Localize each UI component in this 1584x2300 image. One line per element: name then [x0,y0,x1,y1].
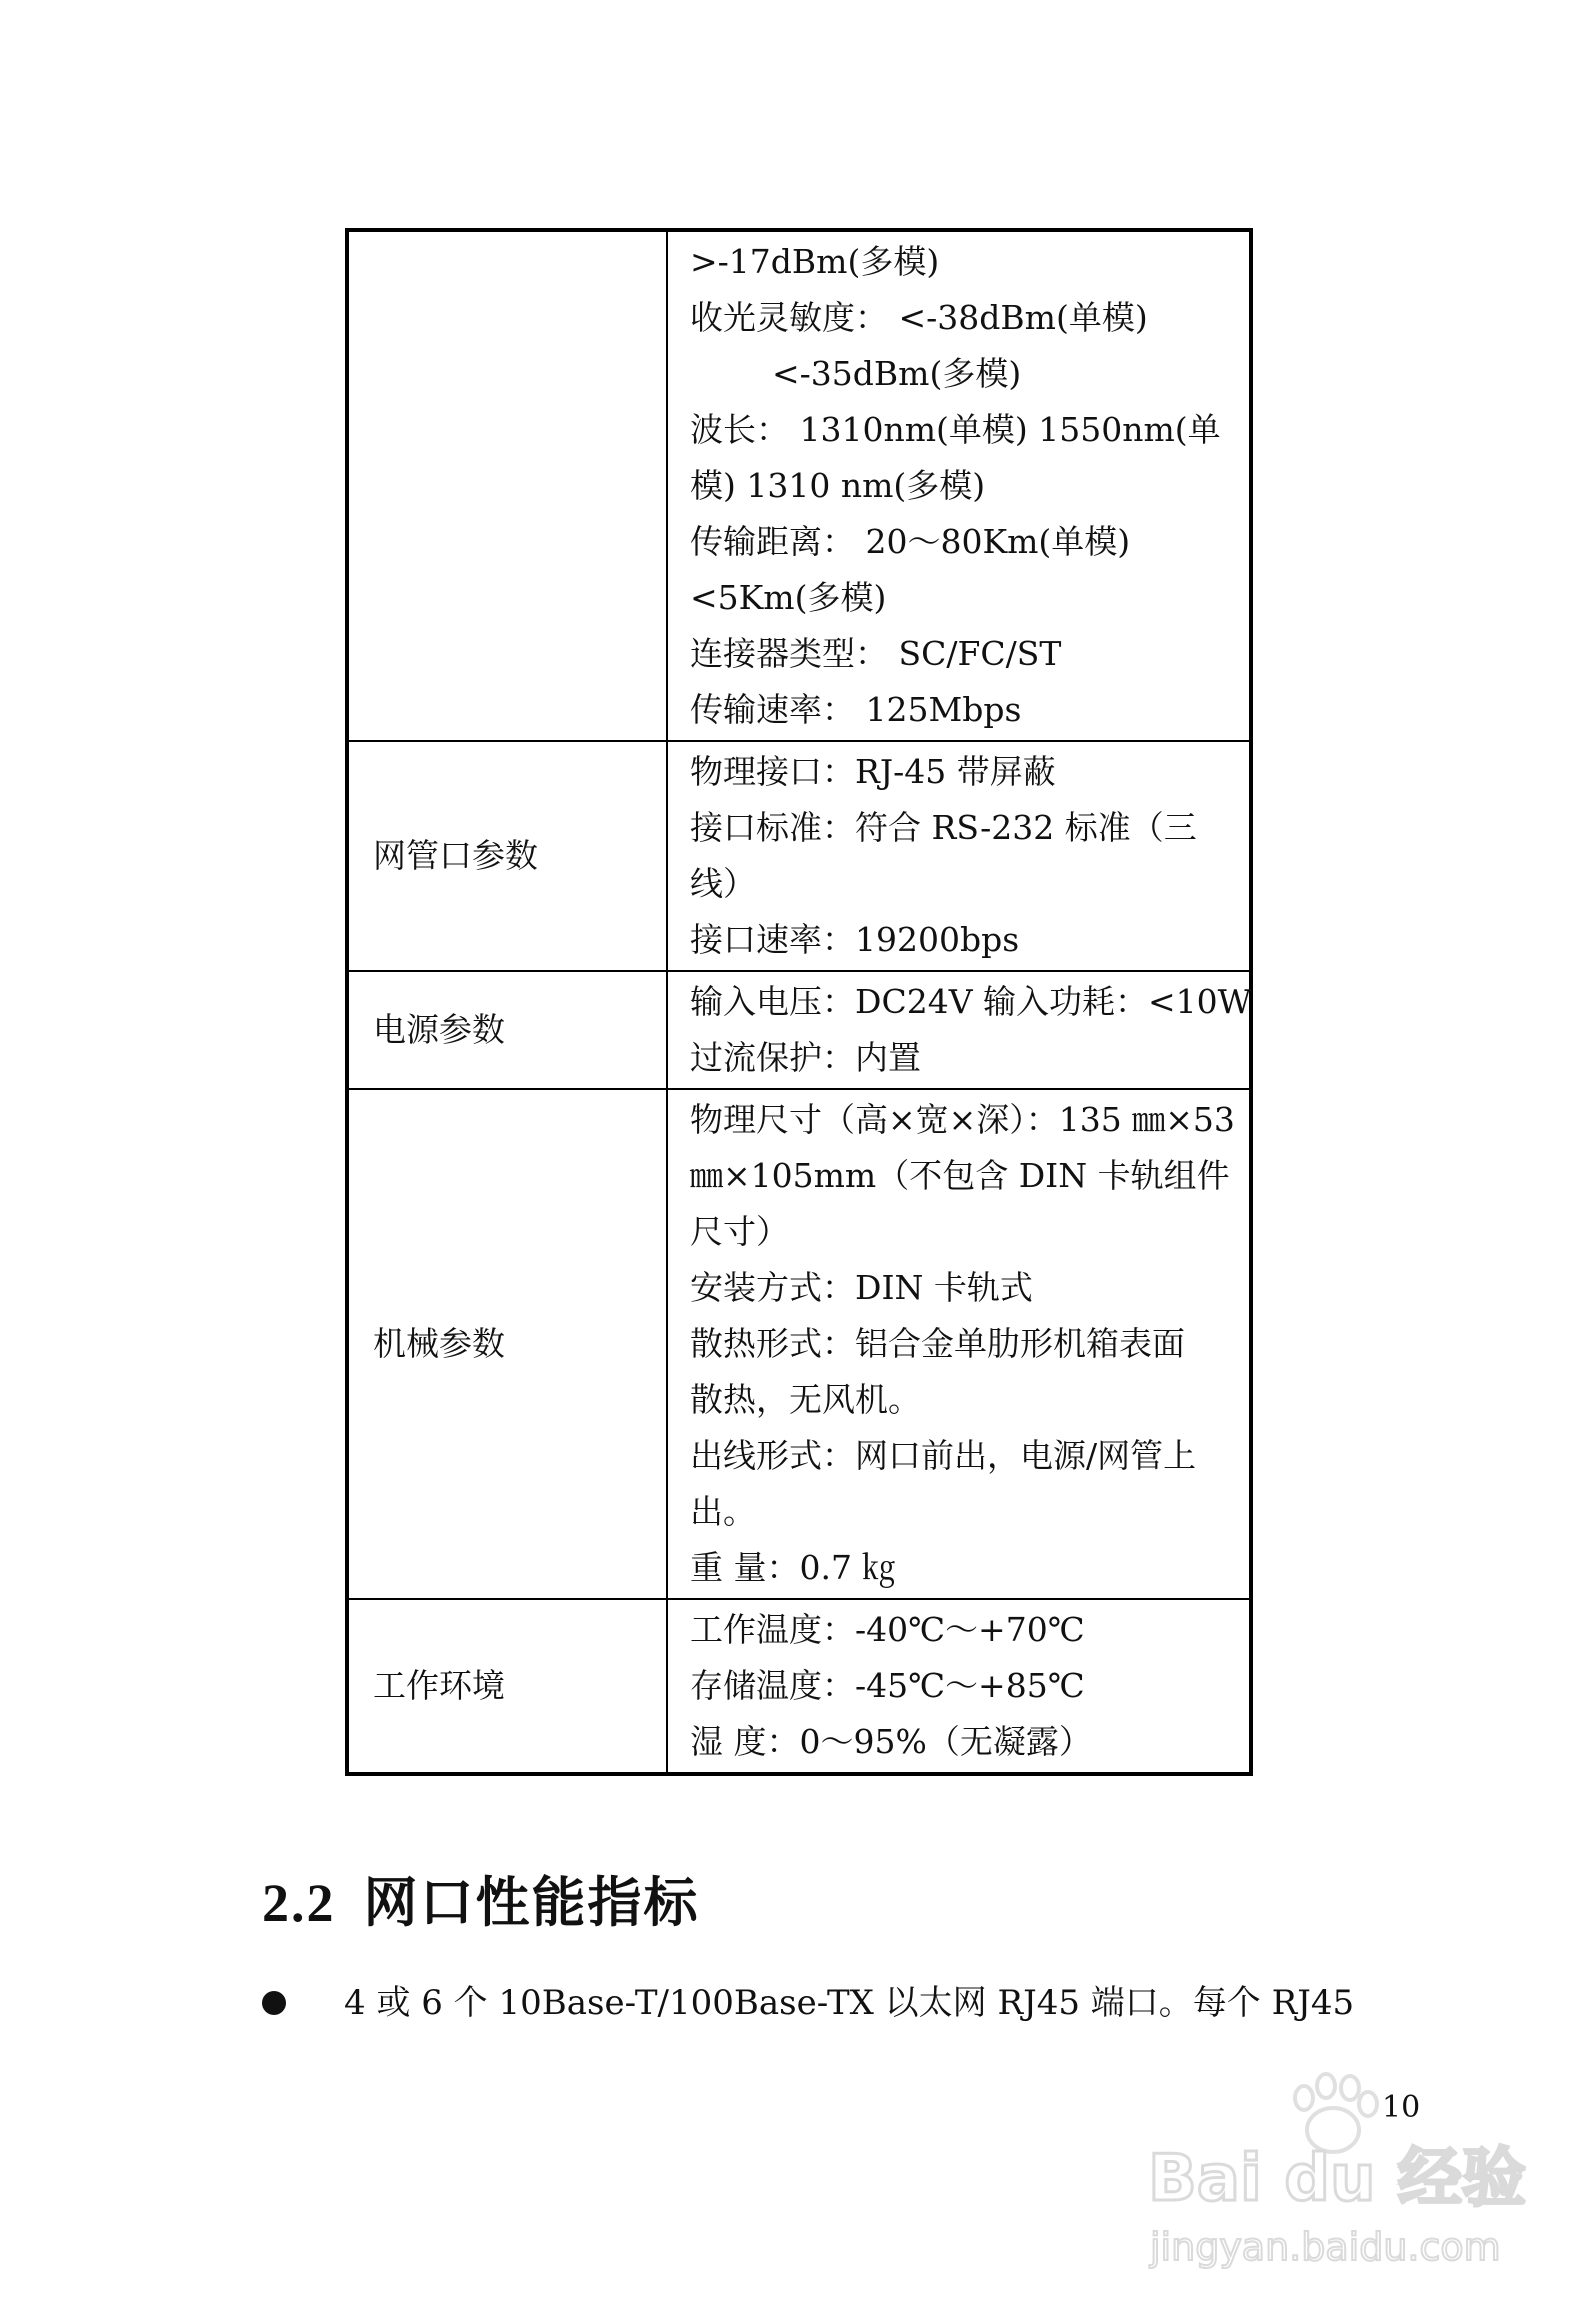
bullet-text: 4 或 6 个 10Base-T/100Base-TX 以太网 RJ45 端口。每个 RJ45 [344,1983,1355,2023]
page-number: 10 [1382,2090,1421,2125]
spec-line: 存储温度：-45℃～+85℃ [690,1666,1085,1705]
spec-values-cell [667,230,1251,741]
spec-line: 尺寸） [690,1212,789,1251]
section-title: 网口性能指标 [363,1871,700,1934]
watermark-url: jingyan.baidu.com [1150,2225,1501,2269]
spec-line: 连接器类型： SC/FC/ST [690,634,1062,673]
spec-category-label: 工作环境 [347,1599,667,1774]
watermark-brand: Bai du 经验 [1148,2142,1526,2216]
spec-line: 传输距离： 20～80Km(单模) [690,522,1131,561]
spec-table-body [347,230,1251,1774]
spec-line: 模) 1310 nm(多模) [690,466,986,505]
spec-category-label: 电源参数 [347,971,667,1089]
spec-line: 出线形式：网口前出，电源/网管上 [690,1436,1197,1475]
spec-values-cell [667,1599,1251,1774]
spec-line: 接口标准：符合 RS-232 标准（三 [690,808,1197,847]
spec-table [345,228,1253,1776]
spec-values-cell [667,971,1251,1089]
spec-row [347,230,1251,741]
spec-values-cell [667,741,1251,971]
spec-line: 传输速率： 125Mbps [690,690,1022,729]
spec-category-label: 机械参数 [347,1089,667,1599]
section-heading [262,1860,700,1937]
spec-line: 物理尺寸（高×宽×深）：135 ㎜×53 [690,1100,1235,1139]
spec-category-label [347,230,667,741]
spec-row [347,1089,1251,1599]
spec-line: 重 量：0.7 ㎏ [690,1548,896,1587]
spec-line: 散热，无风机。 [690,1380,921,1419]
spec-line: ㎜×105mm（不包含 DIN 卡轨组件 [690,1156,1230,1195]
spec-row [347,971,1251,1089]
spec-line: 接口速率：19200bps [690,920,1020,959]
spec-line: 工作温度：-40℃～+70℃ [690,1610,1085,1649]
spec-line: 输入电压：DC24V 输入功耗：<10W [690,982,1252,1021]
spec-line: <-35dBm(多模) [772,354,1022,393]
spec-line: <5Km(多模) [690,578,887,617]
spec-line: 物理接口：RJ-45 带屏蔽 [690,752,1056,791]
spec-category-label: 网管口参数 [347,741,667,971]
spec-line: 安装方式：DIN 卡轨式 [690,1268,1033,1307]
section-number: 2.2 [262,1873,336,1933]
spec-line: 散热形式：铝合金单肋形机箱表面 [690,1324,1185,1363]
paw-icon [1295,2074,1377,2152]
spec-line: 收光灵敏度： <-38dBm(单模) [690,298,1148,337]
spec-row [347,1599,1251,1774]
spec-row [347,741,1251,971]
baidu-jingyan-watermark [1128,2068,1526,2278]
spec-values-cell [667,1089,1251,1599]
spec-line: 波长： 1310nm(单模) 1550nm(单 [690,410,1221,449]
spec-line: 出。 [690,1492,756,1531]
spec-line: 湿 度：0～95%（无凝露） [690,1722,1092,1761]
bullet-dot-icon [262,1991,286,2015]
spec-line: 线） [690,864,756,903]
spec-line: 过流保护：内置 [690,1038,921,1077]
spec-line: >-17dBm(多模) [690,242,940,281]
